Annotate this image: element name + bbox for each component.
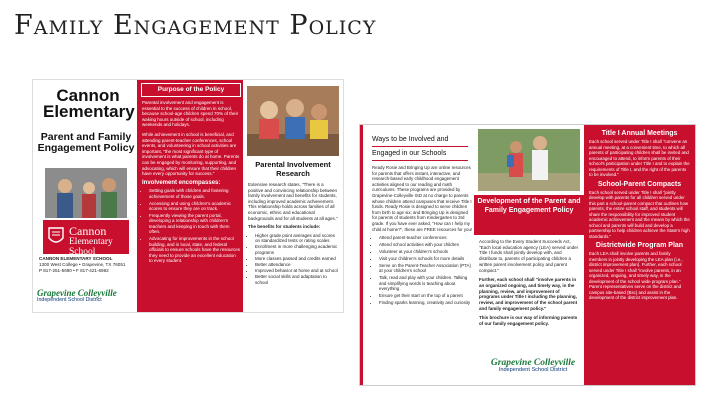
list-item: • Serve on the Parent-Teacher Association (PTA) at your children's school [379,263,474,274]
purpose-paragraph-2: While achievement in school is beneficial, and attending parent-teacher conferences, school events, and volunteering in school activities are important, "the most significant type of involvement is what parents do at home. Parents can be engaged by monitoring, supporting, and advocating, which will ensure that their children have every opportunity for success." [142,131,240,177]
program-plan-heading: Districtwide Program Plan [595,242,684,249]
ways-heading [372,133,468,161]
development-paragraph-2: Further, each school shall "involve parents in an organized ongoing, and timely way, in the planning, review, and improvement of programs under Title I including the planning, review, and improvement of the school parent and family engagement policy." [479,277,578,311]
slide-title: Family Engagement Policy [14,10,377,41]
logo-line2: Elementary School [69,237,113,257]
ways-heading-line1: Ways to be Involved and [372,133,468,147]
compacts-heading: School-Parent Compacts [597,180,682,188]
ways-list [372,235,474,306]
list-item: • Accessing and using children's academic scores to ensure they are on track. [149,201,240,212]
title1-heading: Title I Annual Meetings [601,130,678,137]
district-name: Grapevine Colleyville [490,358,576,368]
list-item: • Higher grade point averages and scores on standardized tests or rating scales [255,233,340,244]
district-subtitle: Independent School District [498,367,568,373]
list-item: • Attend school activities with your children [379,242,474,248]
development-heading: Development of the Parent and Family Engagement Policy [474,195,584,235]
logo-line1: Cannon [69,224,107,238]
students-photo [247,86,339,156]
school-logo [43,220,129,257]
ways-paragraph: Ready Rosie and Bringing Up are online resources for parents that offers instant, interactive, and research-based early childhood engagement activities aligned to our reading and math curriculums. These programs are provided by Grapevine-Colleyville ISD at no charge to parents whose children attend campuses that receive Title I funds. Ready Rosie is designed to serve children from birth to age six; and Bringing Up is designed for parents of students from Kindergarten to 3rd grade. If you have ever asked, "How can I help my child at home?", these are FREE resources for you! [372,165,473,232]
list-item: • Frequently viewing the parent portal, developing a relationship with children's teachers and keeping in touch with them often. [149,213,240,235]
research-panel [243,80,343,312]
involvement-list [142,188,240,264]
list-item: • Finding sparks learning, creativity and curiosity [379,300,474,306]
brochure-cover-panel [33,80,137,312]
address-name: CANNON ELEMENTARY SCHOOL [39,256,113,261]
list-item: • More classes passed and credits earned [255,256,340,262]
district-logo [37,288,137,303]
family-photo [478,129,580,191]
list-item: • Better attendance [255,262,340,268]
brochure-edge [360,125,363,385]
list-item: • Attend parent-teacher conferences [379,235,474,241]
development-paragraph-3: This brochure is our way of informing parents of our family engagement policy. [479,315,578,327]
benefits-list [248,233,340,286]
title1-panel [584,125,695,385]
school-name: Cannon Elementary [43,86,135,121]
benefits-subheading: The benefits for students include: [248,224,321,230]
brochure-title: Parent and Family Engagement Policy [37,131,135,154]
list-item: • Improved behavior at home and at school [255,268,340,274]
address-street: 1300 West College • Grapevine, TX 76051 [39,262,126,267]
list-item: • Setting goals with children and fostering achievement of those goals. [149,188,240,199]
brochure-right [360,125,695,385]
address-phone: P 817-251-5690 • F 817-421-6982 [39,268,109,273]
purpose-paragraph-1: Parental involvement and engagement is essential to the success of children in school, because school-age children spend 70% of their waking hours outside of school, including weekends and holidays. [142,100,239,128]
development-paragraph-1: According to the Every Student Succeeds Act, "Each local education agency (LEA) served under Title I funds shall jointly develop with, and distribute to, parents of participating children a written parent involvement policy and parent compact." [479,239,579,273]
program-plan-paragraph: Each LEA shall involve parents and family members in jointly developing the LEA plan (i.e., district improvement plan). Further, each school served under Title I shall "involve parents, in an organized, ongoing, and timely way, in the development of the school wide program plan." Parent representatives serve on the district and campus site-based (Bsc) and assist in the development of the district improvement plan. [589,251,683,300]
list-item: • Volunteer at your children's schools [379,249,474,255]
list-item: • Better social skills and adaptation to school [255,274,340,285]
purpose-panel [137,80,243,312]
purpose-heading: Purpose of the Policy [141,83,241,97]
school-address [39,256,135,274]
title1-paragraph: Each school served under Title I shall "convene an annual meeting, at a convenient time, to which all parents of participating children shall be invited and encouraged to attend, to inform parents of their school's participation under Title I and to explain the requirements of Title I, and the right of the parents to be involved." [589,139,690,177]
research-heading: Parental Involvement Research [255,160,331,178]
classroom-photo [45,168,127,218]
cannon-logo-icon [47,226,65,246]
research-paragraph: Extensive research states, "There is a positive and convincing relationship between family involvement and benefits for students, including improved academic achievement. This relationship holds across families of all economic, ethnic and educational backgrounds and for all students at all ages." [248,182,338,221]
compacts-paragraph: Each school served under Title I shall "jointly develop with parents for all children served under this part a school-parent compact that outlines how parents, the entire school staff, and students will share the responsibility for improved student academic achievement and the means by which the school and parents will build and develop a partnership to help children achieve the State's high standards." [589,189,690,239]
ways-panel [366,125,474,385]
development-panel [474,125,584,385]
list-item: • Enrollment in more challenging academic programs [255,244,340,255]
list-item: • Visit your children's schools for more details [379,256,474,262]
list-item: • Ensure get their start on the top of a parent [379,293,474,299]
district-logo-right [488,358,578,373]
involvement-subheading: Involvement encompasses: [142,179,221,186]
district-name: Grapevine Colleyville [37,288,117,298]
list-item: • Advocating for improvements in the school building, and in local, state, and federal officials to ensure schools have the resources they need to provide an excellent education to every student. [149,236,240,264]
list-item: • Talk, read and play with your children. Talking and simplifying words is teaching about everything [379,275,474,292]
brochure-left [33,80,343,312]
ways-heading-line2: Engaged in our Schools [372,147,468,161]
district-subtitle: Independent School District [37,297,102,303]
